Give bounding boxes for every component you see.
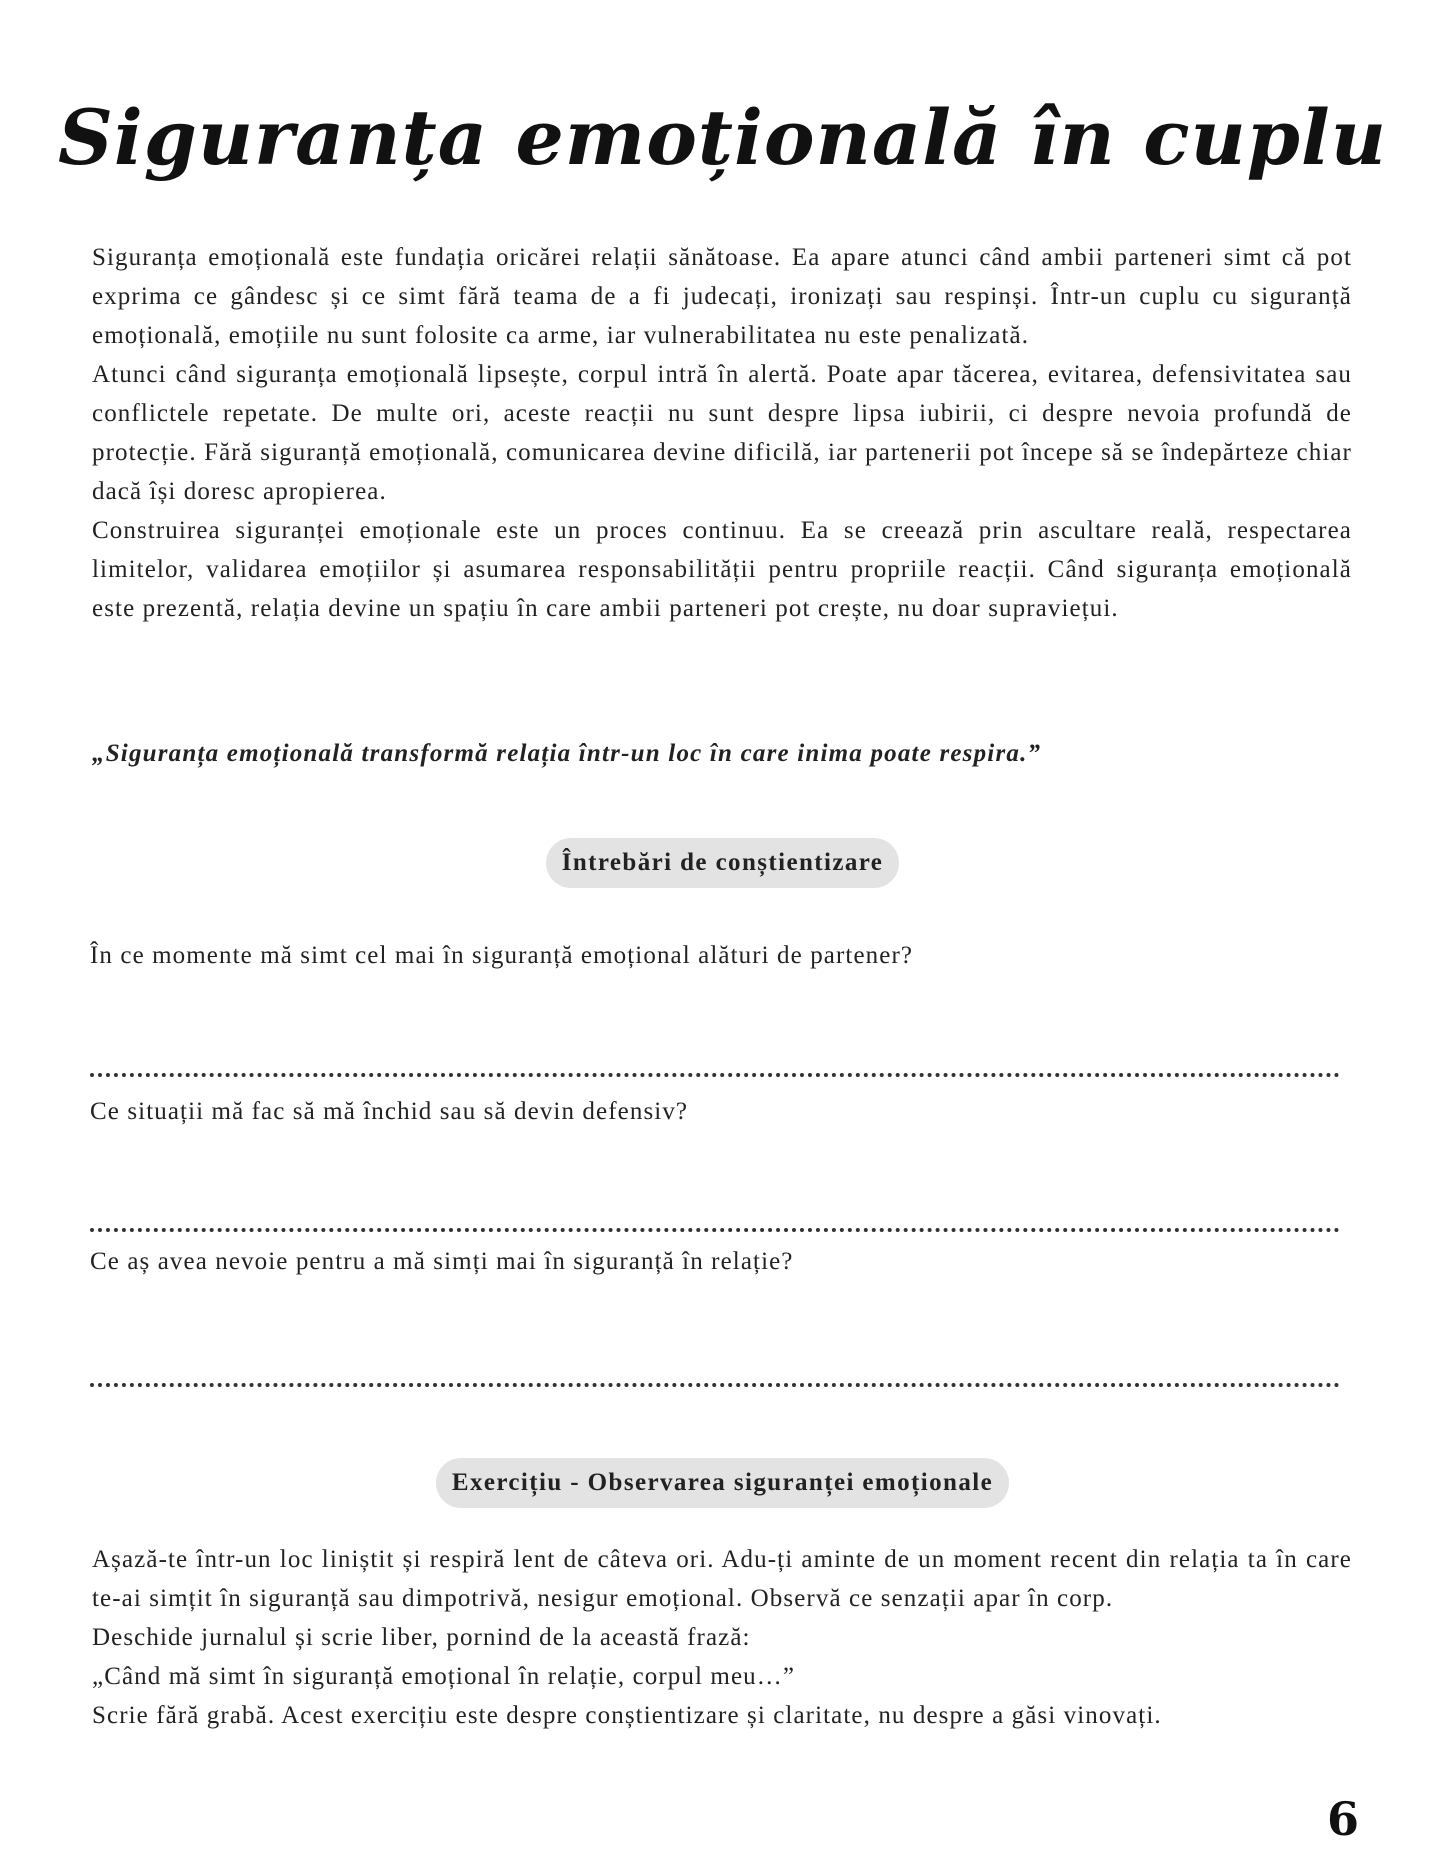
awareness-question: În ce momente mă simt cel mai în siguranță emoțional alături de partener? bbox=[90, 942, 914, 969]
intro-paragraph: Siguranța emoțională este fundația oricărei relații sănătoase. Ea apare atunci când ambii parteneri simt că pot exprima ce gândesc și ce simt fără teama de a fi judecați, ironizați sau respinși. Într-un cuplu cu siguranță emoțională, emoțiile nu sunt folosite ca arme, iar vulnerabilitatea nu este penalizată. bbox=[92, 244, 1352, 349]
answer-line bbox=[90, 1073, 1340, 1077]
exercise-heading-wrap bbox=[0, 1458, 1445, 1508]
page-title: Siguranța emoțională în cuplu bbox=[57, 93, 1388, 182]
highlight-quote: „Siguranța emoțională transformă relația într-un loc în care inima poate respira.” bbox=[92, 740, 1042, 767]
awareness-heading-wrap bbox=[0, 838, 1445, 888]
intro-text bbox=[92, 238, 1352, 628]
exercise-paragraph: Deschide jurnalul și scrie liber, pornind de la această frază: bbox=[92, 1624, 751, 1651]
exercise-paragraph: Așază-te într-un loc liniștit și respiră lent de câteva ori. Adu-ți aminte de un moment recent din relația ta în care te-ai simțit în siguranță sau dimpotrivă, nesigur emoțional. Observă ce senzații apar în corp. bbox=[92, 1546, 1352, 1612]
intro-paragraph: Atunci când siguranța emoțională lipsește, corpul intră în alertă. Poate apar tăcerea, evitarea, defensivitatea sau conflictele repetate. De multe ori, aceste reacții nu sunt despre lipsa iubirii, ci despre nevoia profundă de protecție. Fără siguranță emoțională, comunicarea devine dificilă, iar partenerii pot începe să se îndepărteze chiar dacă își doresc apropierea. bbox=[92, 361, 1352, 505]
answer-line bbox=[90, 1228, 1340, 1232]
exercise-text bbox=[92, 1540, 1352, 1735]
exercise-prompt: „Când mă simt în siguranță emoțional în relație, corpul meu…” bbox=[92, 1663, 796, 1690]
exercise-paragraph: Scrie fără grabă. Acest exercițiu este despre conștientizare și claritate, nu despre a găsi vinovați. bbox=[92, 1702, 1162, 1729]
awareness-question: Ce situații mă fac să mă închid sau să devin defensiv? bbox=[90, 1098, 689, 1125]
awareness-heading: Întrebări de conștientizare bbox=[546, 838, 900, 888]
page-number: 6 bbox=[1326, 1792, 1359, 1846]
awareness-question: Ce aș avea nevoie pentru a mă simți mai în siguranță în relație? bbox=[90, 1248, 794, 1275]
intro-paragraph: Construirea siguranței emoționale este un proces continuu. Ea se creează prin ascultare reală, respectarea limitelor, validarea emoțiilor și asumarea responsabilității pentru propriile reacții. Când siguranța emoțională este prezentă, relația devine un spațiu în care ambii parteneri pot crește, nu doar supraviețui. bbox=[92, 517, 1352, 622]
answer-line bbox=[90, 1383, 1340, 1387]
exercise-heading: Exercițiu - Observarea siguranței emoționale bbox=[436, 1458, 1009, 1508]
